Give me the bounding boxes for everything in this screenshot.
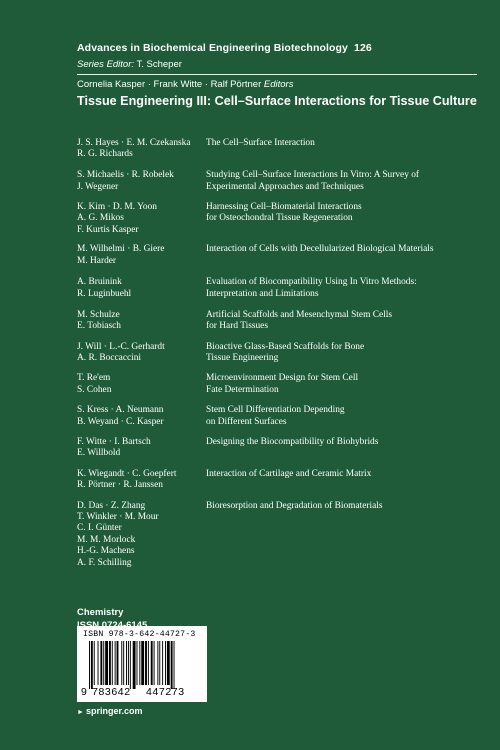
subject-label: Chemistry (77, 607, 124, 618)
toc-authors (77, 501, 206, 569)
toc-author-line: M. Wilhelmi · B. Giere (77, 244, 165, 255)
toc-entry (77, 310, 487, 333)
toc-author-line: H.-G. Machens (77, 546, 135, 557)
barcode-digits (81, 686, 205, 698)
toc-chapter-line: Artificial Scaffolds and Mesenchymal Stem Cells (206, 309, 392, 320)
toc-author-line: M. Harder (77, 255, 117, 266)
toc-authors (77, 244, 206, 267)
barcode-bars (89, 641, 199, 689)
toc-entry (77, 342, 487, 365)
toc-author-line: R. Luginbuehl (77, 288, 132, 299)
table-of-contents (77, 138, 487, 569)
book-title: Tissue Engineering III: Cell–Surface Interactions for Tissue Culture (77, 94, 477, 108)
toc-entry (77, 244, 487, 267)
series-editor-label: Series Editor: (77, 59, 135, 70)
toc-author-line: A. R. Boccaccini (77, 353, 142, 364)
toc-author-line: M. Schulze (77, 309, 120, 320)
barcode-digits-right: 447273 (146, 686, 185, 698)
toc-chapter-title (206, 437, 487, 460)
series-editor-name: T. Scheper (136, 59, 182, 70)
toc-entry (77, 138, 487, 161)
toc-chapter-line: for Hard Tissues (206, 321, 268, 332)
toc-author-line: S. Kress · A. Neumann (77, 405, 164, 416)
series-header (77, 42, 477, 70)
toc-entry (77, 437, 487, 460)
toc-author-line: F. Witte · I. Bartsch (77, 436, 151, 447)
toc-author-line: J. Will · L.-C. Gerhardt (77, 341, 165, 352)
toc-chapter-title (206, 342, 487, 365)
toc-author-line: R. Pörtner · R. Janssen (77, 480, 163, 491)
toc-author-line: A. Bruinink (77, 277, 122, 288)
toc-author-line: M. M. Morlock (77, 534, 136, 545)
toc-author-line: A. G. Mikos (77, 213, 124, 224)
toc-chapter-line: Fate Determination (206, 384, 279, 395)
toc-chapter-line: Experimental Approaches and Techniques (206, 181, 364, 192)
toc-author-line: K. Kim · D. M. Yoon (77, 201, 157, 212)
toc-authors (77, 170, 206, 193)
barcode-digit-first: 9 (81, 686, 87, 698)
toc-authors (77, 437, 206, 460)
toc-authors (77, 138, 206, 161)
series-volume: 126 (354, 42, 372, 54)
toc-entry (77, 501, 487, 569)
toc-author-line: T. Winkler · M. Mour (77, 512, 159, 523)
toc-authors (77, 405, 206, 428)
toc-entry (77, 405, 487, 428)
editors-label: Editors (263, 79, 294, 90)
toc-chapter-title (206, 373, 487, 396)
toc-author-line: J. Wegener (77, 181, 119, 192)
toc-author-line: J. S. Hayes · E. M. Czekanska (77, 138, 191, 148)
toc-chapter-line: Evaluation of Biocompatibility Using In Vitro Methods: (206, 277, 417, 288)
toc-entry (77, 277, 487, 300)
toc-authors (77, 469, 206, 492)
volume-editors (77, 79, 293, 90)
toc-chapter-line: Stem Cell Differentiation Depending (206, 405, 345, 416)
toc-chapter-title (206, 138, 487, 161)
isbn-barcode (77, 626, 207, 702)
toc-chapter-title (206, 310, 487, 333)
toc-chapter-line: on Different Surfaces (206, 416, 287, 427)
toc-author-line: E. Willbold (77, 448, 121, 459)
toc-chapter-title (206, 170, 487, 193)
toc-author-line: S. Michaelis · R. Robelek (77, 170, 174, 181)
toc-chapter-line: Harnessing Cell–Biomaterial Interactions (206, 201, 362, 212)
toc-chapter-line: Studying Cell–Surface Interactions In Vitro: A Survey of (206, 170, 420, 181)
toc-author-line: D. Das · Z. Zhang (77, 500, 146, 511)
series-line (77, 42, 477, 54)
toc-author-line: S. Cohen (77, 384, 112, 395)
publisher-url: springer.com (85, 706, 143, 716)
toc-chapter-line: Designing the Biocompatibility of Biohybrids (206, 436, 379, 447)
header-rule (77, 74, 477, 75)
toc-entry (77, 373, 487, 396)
toc-authors (77, 373, 206, 396)
toc-chapter-title (206, 244, 487, 267)
toc-author-line: F. Kurtis Kasper (77, 224, 139, 235)
toc-entry (77, 170, 487, 193)
toc-author-line: B. Weyand · C. Kasper (77, 416, 164, 427)
series-name: Advances in Biochemical Engineering Biotechnology (77, 42, 348, 54)
toc-authors (77, 342, 206, 365)
publisher-link[interactable] (77, 706, 142, 716)
series-editor (77, 59, 477, 70)
toc-chapter-title (206, 277, 487, 300)
toc-chapter-line: Microenvironment Design for Stem Cell (206, 373, 359, 384)
toc-chapter-line: for Osteochondral Tissue Regeneration (206, 213, 353, 224)
toc-entry (77, 202, 487, 236)
toc-chapter-line: Interpretation and Limitations (206, 288, 319, 299)
toc-entry (77, 469, 487, 492)
toc-chapter-line: Bioactive Glass-Based Scaffolds for Bone (206, 341, 365, 352)
toc-chapter-title (206, 469, 487, 492)
toc-author-line: R. G. Richards (77, 149, 133, 160)
editors-names: Cornelia Kasper · Frank Witte · Ralf Pörtner (77, 79, 262, 90)
toc-chapter-line: Interaction of Cartilage and Ceramic Matrix (206, 469, 372, 480)
toc-chapter-line: Bioresorption and Degradation of Biomaterials (206, 500, 383, 511)
toc-author-line: A. F. Schilling (77, 557, 132, 568)
toc-author-line: E. Tobiasch (77, 321, 121, 332)
toc-author-line: K. Wiegandt · C. Goepfert (77, 469, 177, 480)
toc-chapter-line: Interaction of Cells with Decellularized Biological Materials (206, 244, 434, 255)
toc-author-line: T. Re'em (77, 373, 111, 384)
toc-authors (77, 202, 206, 236)
barcode-digits-left: 783642 (92, 686, 131, 698)
toc-chapter-title (206, 501, 487, 569)
toc-authors (77, 310, 206, 333)
toc-authors (77, 277, 206, 300)
toc-chapter-title (206, 405, 487, 428)
toc-author-line: C. I. Günter (77, 523, 122, 534)
toc-chapter-line: Tissue Engineering (206, 353, 279, 364)
arrow-right-icon: ► (77, 709, 84, 716)
toc-chapter-title (206, 202, 487, 236)
isbn-text: ISBN 978-3-642-44727-3 (83, 630, 196, 639)
toc-chapter-line: The Cell–Surface Interaction (206, 138, 315, 148)
